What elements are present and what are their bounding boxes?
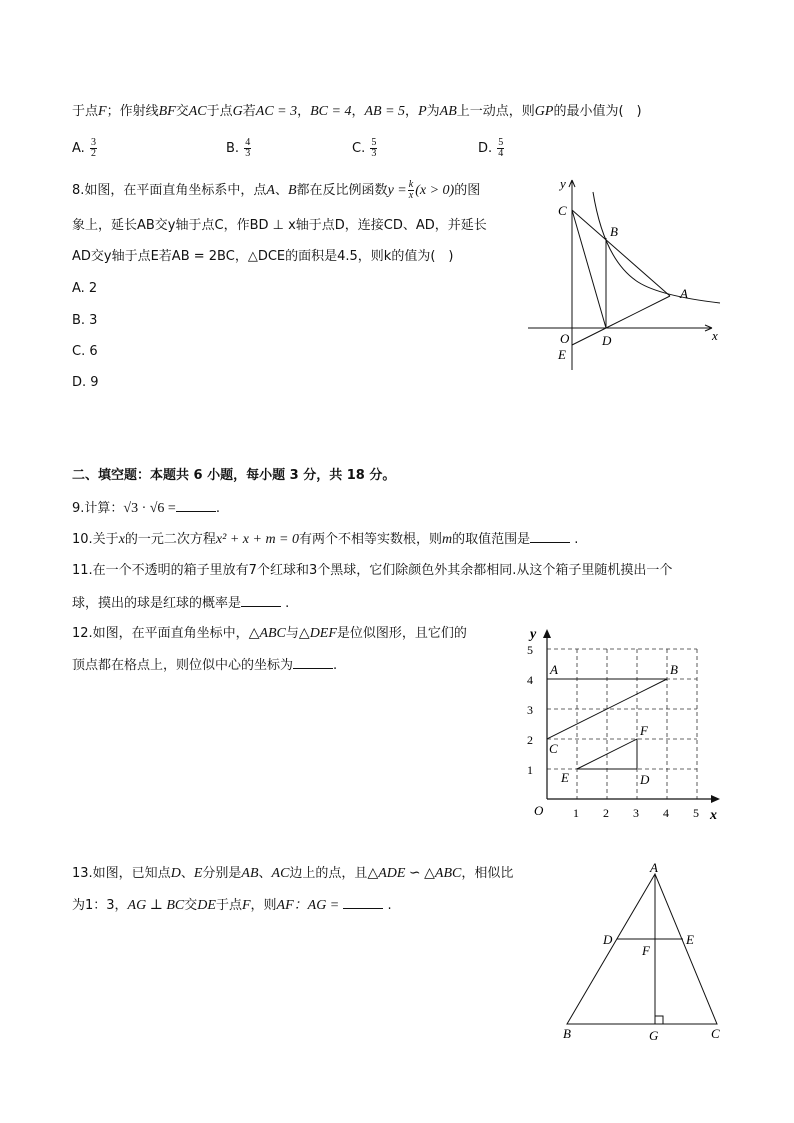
- segment-ad: [606, 296, 670, 328]
- fraction: $\frac{k}{x}$: [408, 179, 414, 201]
- point-label-a: A: [650, 862, 658, 875]
- tick-label-x: 5: [693, 806, 699, 820]
- point-label-d: D: [603, 932, 613, 947]
- tick-label-x: 1: [573, 806, 579, 820]
- q12-line1: 12.如图，在平面直角坐标中，△ABC与△DEF是位似图形，且它们的: [72, 626, 467, 641]
- axis-label-y: y: [530, 627, 537, 642]
- q8-line2: 象上，延长AB交y轴于点C，作BD ⊥ x轴于点D，连接CD、AD，并延长: [72, 218, 487, 233]
- fraction: $\frac{3}{2}$: [90, 137, 96, 159]
- point-label-b: B: [610, 224, 618, 239]
- q8-option-d[interactable]: D. 9: [72, 375, 99, 390]
- q8-line1: 8.如图，在平面直角坐标系中，点A、B都在反比例函数y = $\frac{k}{x}$ (x > 0)的图: [72, 179, 481, 201]
- q11-line2: 球，摸出的球是红球的概率是 .: [72, 596, 290, 611]
- q12-line2: 顶点都在格点上，则位似中心的坐标为 .: [72, 658, 338, 673]
- axis-label-y: y: [560, 176, 566, 191]
- point-label-e: E: [561, 770, 569, 785]
- point-label-b: B: [563, 1026, 571, 1041]
- point-label-g: G: [649, 1028, 659, 1043]
- point-label-c: C: [711, 1026, 720, 1041]
- y-axis-arrow-icon: [543, 629, 551, 638]
- point-label-a: A: [680, 286, 688, 301]
- tick-label-x: 2: [603, 806, 609, 820]
- q7-stem: 于点F；作射线BF交AC于点G若AC = 3，BC = 4，AB = 5，P为AB上一动点，则GP的最小值为( ): [72, 104, 642, 119]
- tick-label-y: 2: [527, 733, 533, 747]
- q8-option-c[interactable]: C. 6: [72, 344, 98, 359]
- q13-figure: [555, 862, 735, 1047]
- point-label-d: D: [602, 333, 612, 348]
- answer-blank[interactable]: [176, 499, 216, 512]
- q8-figure: [520, 170, 730, 380]
- answer-blank[interactable]: [343, 896, 383, 909]
- q8-option-a[interactable]: A. 2: [72, 281, 98, 296]
- q7-option-b[interactable]: B. $\frac{4}{3}$: [226, 137, 251, 159]
- q7-option-c[interactable]: C. $\frac{5}{3}$: [352, 137, 377, 159]
- q13-line2: 为1：3，AG ⊥ BC交DE于点F，则AF：AG = .: [72, 898, 392, 913]
- q9-line: 9.计算：√3 · √6 = .: [72, 501, 220, 516]
- point-label-f: F: [642, 943, 650, 958]
- q12-figure: [518, 624, 728, 829]
- point-label-d: D: [640, 772, 650, 787]
- tick-label-y: 1: [527, 763, 533, 777]
- segment-de: [572, 328, 606, 345]
- answer-blank[interactable]: [530, 530, 570, 543]
- axis-label-x: x: [710, 808, 717, 823]
- origin-label: O: [534, 803, 544, 818]
- point-label-f: F: [640, 723, 648, 738]
- q8-option-b[interactable]: B. 3: [72, 313, 98, 328]
- answer-blank[interactable]: [293, 656, 333, 669]
- axis-label-x: x: [712, 328, 718, 343]
- fraction: $\frac{5}{3}$: [371, 137, 377, 159]
- q10-line: 10.关于x的一元二次方程x² + x + m = 0有两个不相等实数根，则m的取值范围是 .: [72, 532, 579, 547]
- point-label-e: E: [558, 347, 566, 362]
- point-label-e: E: [686, 932, 694, 947]
- point-label-a: A: [550, 662, 558, 677]
- point-label-c: C: [558, 203, 567, 218]
- hyperbola-curve: [593, 192, 720, 303]
- answer-blank[interactable]: [241, 594, 281, 607]
- section-heading: 二、填空题：本题共 6 小题，每小题 3 分，共 18 分。: [72, 468, 396, 483]
- q8-line3: AD交y轴于点E若AB = 2BC，△DCE的面积是4.5，则k的值为( ): [72, 249, 454, 264]
- point-label-o: O: [560, 331, 570, 346]
- tick-label-y: 3: [527, 703, 533, 717]
- q7-option-a[interactable]: A. $\frac{3}{2}$: [72, 137, 96, 159]
- point-label-c: C: [549, 741, 558, 756]
- right-angle-marker-icon: [655, 1016, 663, 1024]
- tick-label-x: 3: [633, 806, 639, 820]
- fraction: $\frac{4}{3}$: [245, 137, 251, 159]
- point-label-b: B: [670, 662, 678, 677]
- x-axis-arrow-icon: [711, 795, 720, 803]
- tick-label-y: 5: [527, 643, 533, 657]
- q7-option-d[interactable]: D. $\frac{5}{4}$: [478, 137, 504, 159]
- q13-line1: 13.如图，已知点D、E分别是AB、AC边上的点，且△ADE ∽ △ABC，相似比: [72, 866, 514, 881]
- tick-label-y: 4: [527, 673, 533, 687]
- segment-ca: [572, 210, 670, 296]
- fraction: $\frac{5}{4}$: [498, 137, 504, 159]
- q11-line1: 11.在一个不透明的箱子里放有7个红球和3个黑球，它们除颜色外其余都相同.从这个箱子里随机摸出一个: [72, 563, 673, 578]
- tick-label-x: 4: [663, 806, 669, 820]
